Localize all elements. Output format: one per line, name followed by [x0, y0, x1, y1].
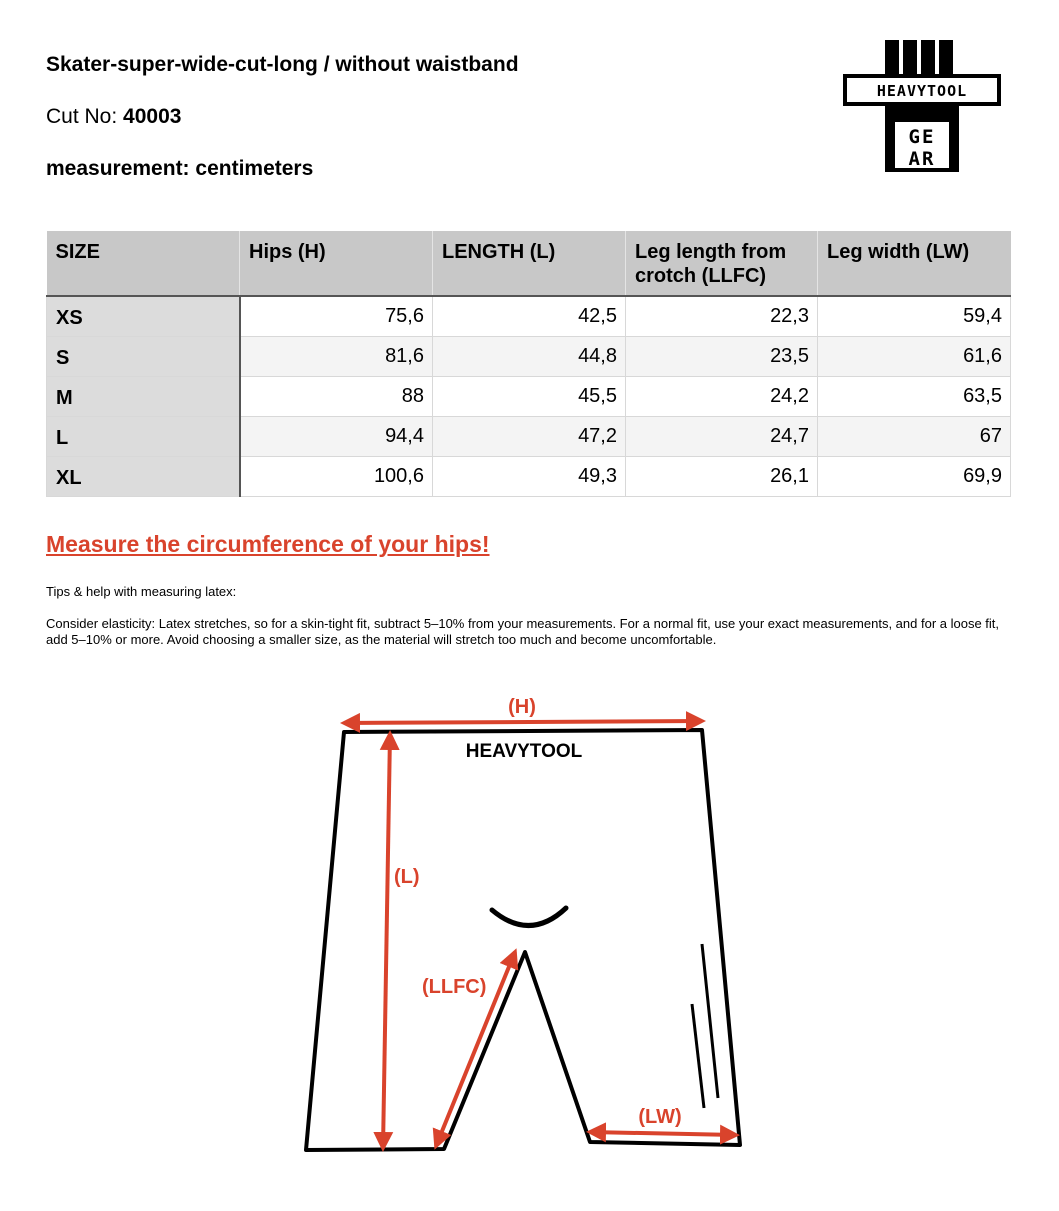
hip-measure-notice: Measure the circumference of your hips!: [46, 531, 490, 557]
brand-label: HEAVYTOOL: [465, 741, 583, 762]
size-cell: M: [47, 376, 240, 416]
header-llfc: Leg length from crotch (LLFC): [626, 231, 818, 296]
header-length: LENGTH (L): [433, 231, 626, 296]
cut-number: 40003: [123, 105, 182, 128]
leg-width-cell: 61,6: [818, 336, 1011, 376]
size-cell: L: [47, 416, 240, 456]
length-arrow: [383, 734, 390, 1148]
size-table: [46, 231, 1011, 497]
hips-arrow: [344, 721, 702, 723]
leg-width-label: (LW): [638, 1106, 682, 1128]
shorts-measurement-diagram: [290, 680, 770, 1170]
llfc-label: (LLFC): [422, 976, 487, 998]
size-cell: S: [47, 336, 240, 376]
leg-width-cell: 67: [818, 416, 1011, 456]
fold-line: [702, 944, 718, 1098]
measurement-unit: measurement: centimeters: [46, 157, 314, 180]
leg-width-cell: 63,5: [818, 376, 1011, 416]
svg-text:GE: GE: [908, 126, 936, 148]
leg-width-cell: 59,4: [818, 296, 1011, 336]
llfc-cell: 24,7: [626, 416, 818, 456]
fold-line: [692, 1004, 704, 1108]
llfc-cell: 24,2: [626, 376, 818, 416]
size-cell: XL: [47, 456, 240, 496]
header-hips: Hips (H): [240, 231, 433, 296]
leg-width-arrow: [590, 1132, 736, 1135]
leg-width-cell: 69,9: [818, 456, 1011, 496]
length-cell: 49,3: [433, 456, 626, 496]
tips-body: Consider elasticity: Latex stretches, so for a skin-tight fit, subtract 5–10% from your measurements. For a normal fit, use your exact measurements, and for a loose fit, add 5–10% or more. Avoid choosing a smaller size, as the material will stretch too much and become uncomfortable.: [46, 616, 1000, 647]
logo-top-text: HEAVYTOOL: [876, 82, 968, 100]
length-cell: 47,2: [433, 416, 626, 456]
llfc-cell: 22,3: [626, 296, 818, 336]
length-label: (L): [394, 866, 420, 888]
length-cell: 42,5: [433, 296, 626, 336]
table-header-row: [47, 231, 1011, 296]
header-size: SIZE: [47, 231, 240, 296]
table-row: [47, 376, 1011, 416]
cut-number-line: [46, 105, 181, 129]
hips-cell: 81,6: [240, 336, 433, 376]
header-leg-width: Leg width (LW): [818, 231, 1011, 296]
hips-cell: 75,6: [240, 296, 433, 336]
hips-cell: 88: [240, 376, 433, 416]
table-row: [47, 456, 1011, 496]
table-row: [47, 416, 1011, 456]
size-cell: XS: [47, 296, 240, 336]
heavytool-gear-logo: [843, 38, 1001, 174]
hips-label: (H): [508, 696, 536, 718]
hips-cell: 94,4: [240, 416, 433, 456]
llfc-cell: 26,1: [626, 456, 818, 496]
hips-cell: 100,6: [240, 456, 433, 496]
svg-text:AR: AR: [908, 148, 936, 170]
document-title: Skater-super-wide-cut-long / without waistband: [46, 53, 519, 76]
length-cell: 45,5: [433, 376, 626, 416]
tips-title: Tips & help with measuring latex:: [46, 584, 237, 599]
shorts-outline: [306, 730, 740, 1150]
table-row: [47, 336, 1011, 376]
length-cell: 44,8: [433, 336, 626, 376]
crotch-curve: [492, 908, 566, 926]
cut-label: Cut No:: [46, 105, 124, 128]
table-row: [47, 296, 1011, 336]
llfc-cell: 23,5: [626, 336, 818, 376]
